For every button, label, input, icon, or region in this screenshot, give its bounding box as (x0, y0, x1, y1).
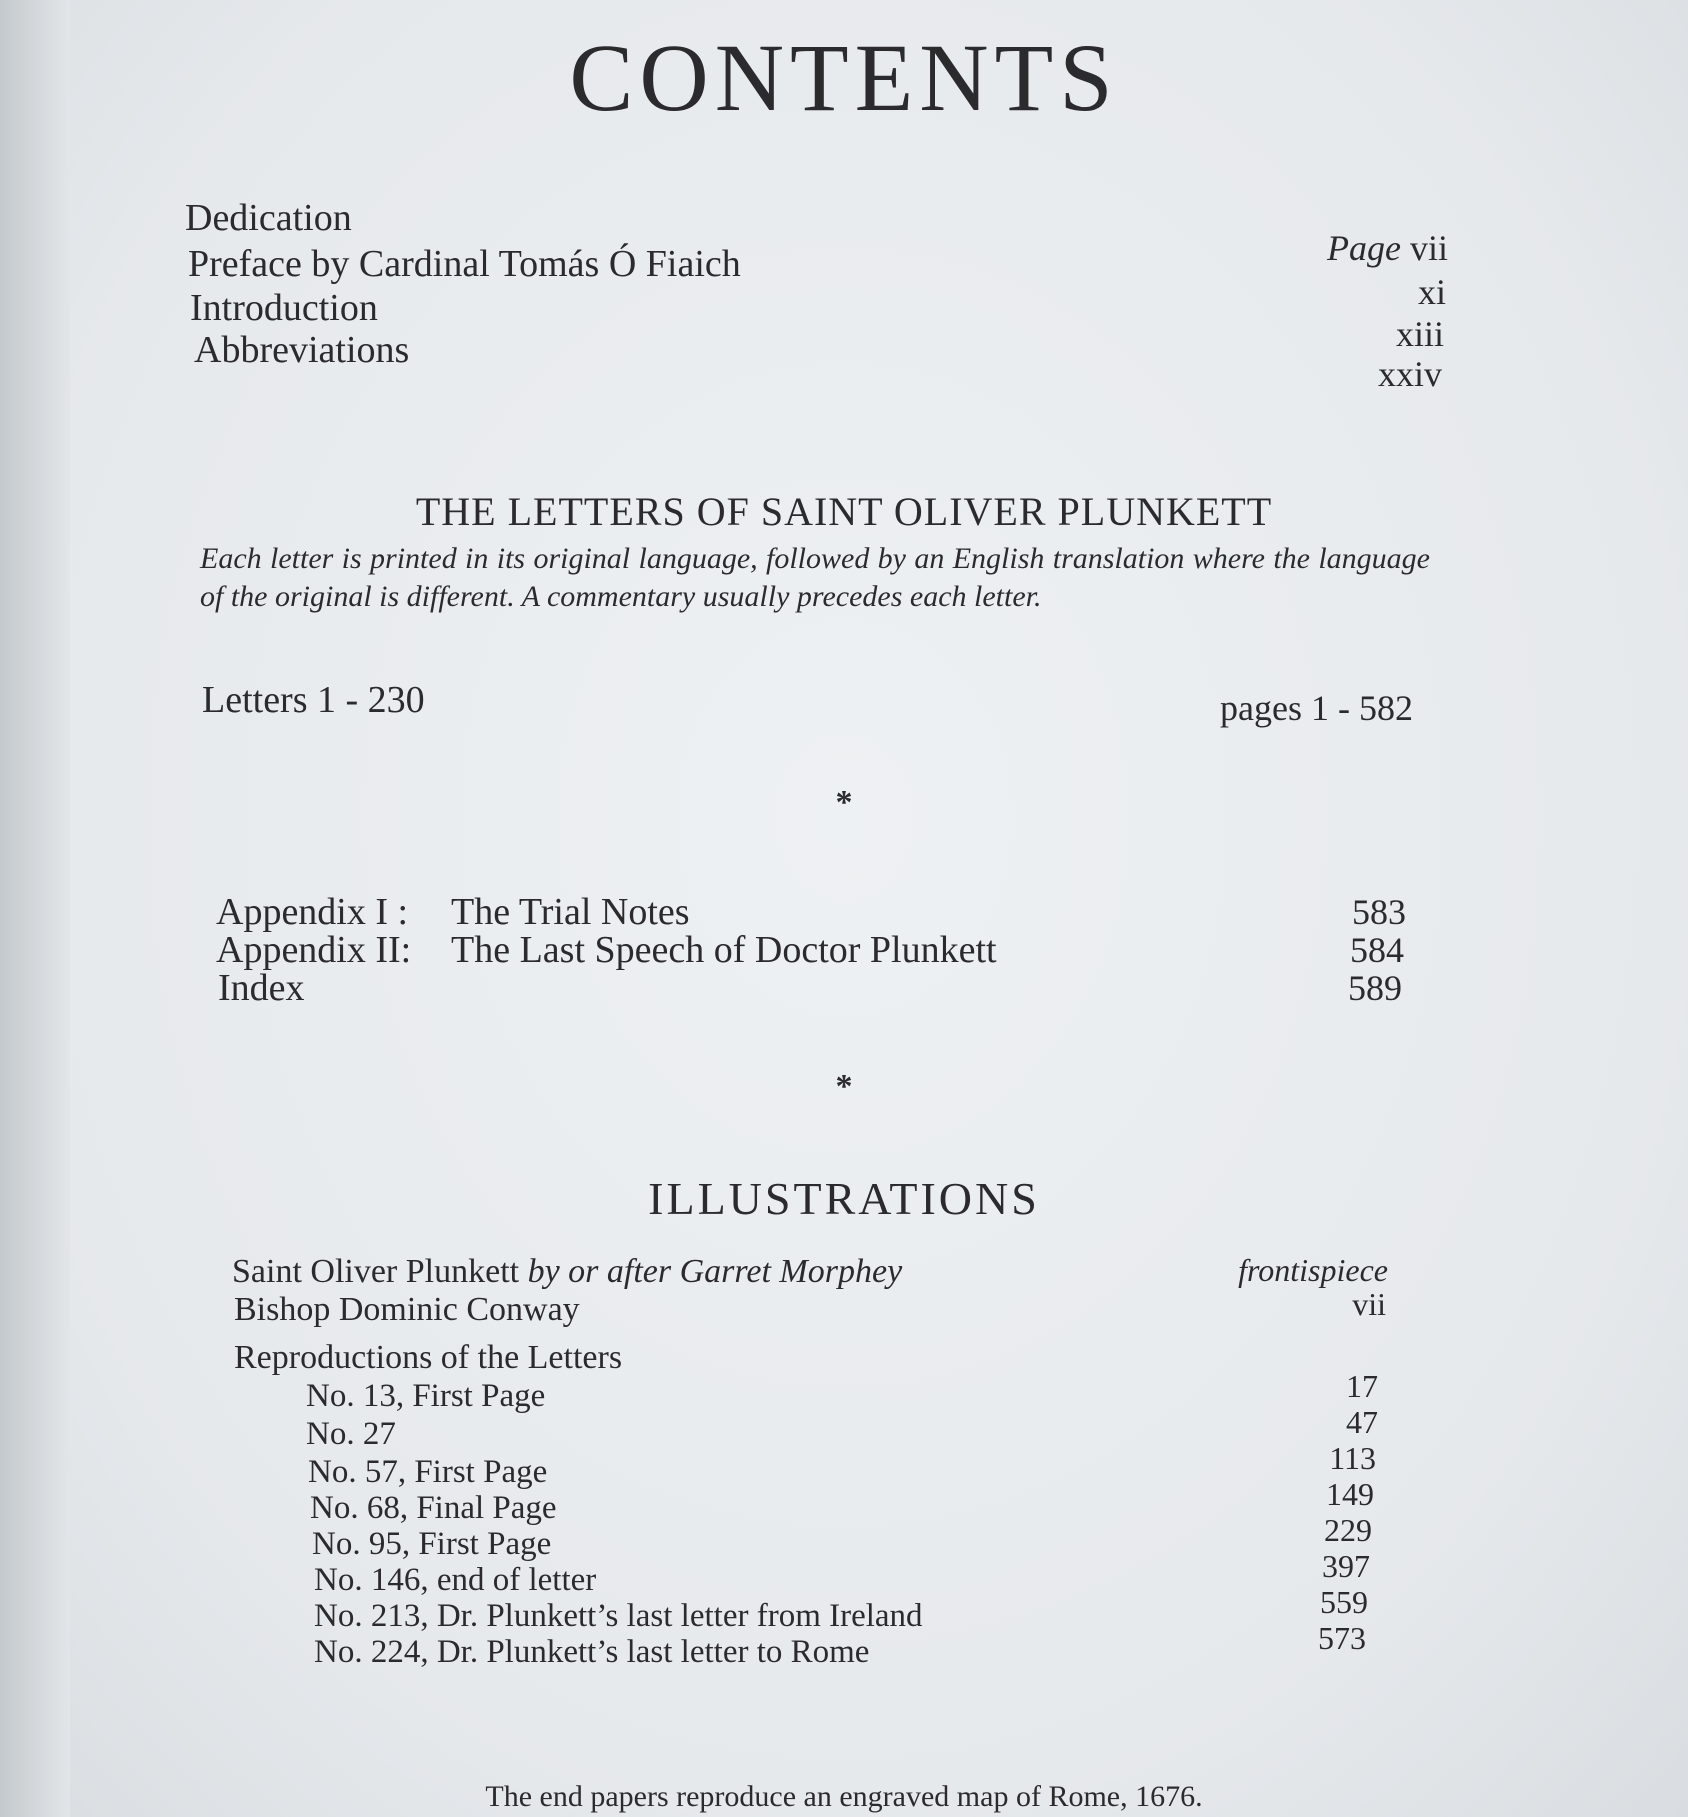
reproduction-page: 17 (1346, 1368, 1378, 1404)
reproduction-page: 47 (1346, 1404, 1378, 1440)
letters-heading: THE LETTERS OF SAINT OLIVER PLUNKETT (415, 489, 1273, 534)
toc-entry-appendix-2 (216, 930, 997, 970)
reproduction-entry: No. 13, First Page (306, 1378, 546, 1414)
reproductions-label: Reproductions of the Letters (234, 1339, 623, 1376)
illustration-page-portrait: frontispiece (1238, 1252, 1388, 1288)
toc-entry-abbreviations: Abbreviations (194, 329, 410, 371)
toc-entry-introduction: Introduction (190, 287, 378, 329)
reproduction-entry: No. 224, Dr. Plunkett’s last letter to Rome (314, 1634, 870, 1670)
illustrations-heading: ILLUSTRATIONS (648, 1173, 1040, 1224)
separator-star: * (835, 784, 853, 821)
page-value: vii (1409, 228, 1448, 268)
reproduction-page: 559 (1320, 1584, 1368, 1620)
page-word: Page (1327, 228, 1401, 268)
letters-range-pages: pages 1 - 582 (1220, 688, 1413, 728)
page-number-introduction: xiii (1395, 314, 1444, 354)
toc-entry-preface: Preface by Cardinal Tomás Ó Fiaich (188, 243, 741, 285)
appendix-title: The Last Speech of Doctor Plunkett (451, 929, 997, 971)
reproduction-entry: No. 95, First Page (312, 1526, 552, 1562)
illustration-label: Saint Oliver Plunkett (232, 1253, 520, 1290)
letters-note: Each letter is printed in its original language, followed by an English translation where the language of the original is different. A commentary usually precedes each letter. (200, 542, 1430, 613)
toc-entry-index (218, 968, 305, 1008)
reproduction-page: 573 (1318, 1620, 1366, 1656)
appendix-prefix: Appendix II: (216, 929, 412, 971)
reproduction-page: 149 (1326, 1476, 1374, 1512)
reproduction-page: 229 (1324, 1512, 1372, 1548)
reproduction-entry: No. 57, First Page (308, 1454, 548, 1490)
separator-star: * (835, 1068, 853, 1105)
reproduction-entry: No. 27 (306, 1416, 396, 1452)
page-number-preface: xi (1417, 272, 1446, 312)
illustration-page-conway: vii (1352, 1286, 1386, 1322)
page-number-dedication (1327, 228, 1448, 268)
page-number-appendix-2: 584 (1350, 930, 1404, 970)
reproduction-page: 113 (1329, 1440, 1376, 1476)
reproduction-page: 397 (1322, 1548, 1370, 1584)
page-gutter-shadow (0, 0, 70, 1817)
illustration-entry-conway: Bishop Dominic Conway (234, 1291, 580, 1328)
footer-note: The end papers reproduce an engraved map of Rome, 1676. (485, 1780, 1203, 1813)
index-label: Index (218, 967, 305, 1009)
toc-entry-dedication: Dedication (185, 197, 352, 239)
illustration-attribution: by or after Garret Morphey (527, 1253, 903, 1290)
page-number-abbreviations: xxiv (1377, 354, 1442, 394)
illustration-entry-portrait (232, 1252, 902, 1292)
reproduction-entry: No. 213, Dr. Plunkett’s last letter from Ireland (314, 1598, 923, 1634)
reproduction-entry: No. 68, Final Page (310, 1490, 557, 1526)
page-title: CONTENTS (569, 24, 1119, 131)
toc-entry-appendix-1 (216, 892, 690, 932)
page-number-appendix-1: 583 (1352, 892, 1406, 932)
appendix-prefix: Appendix I : (216, 891, 409, 933)
letters-range-label: Letters 1 - 230 (202, 679, 425, 721)
reproduction-entry: No. 146, end of letter (314, 1562, 597, 1598)
page-number-index: 589 (1348, 968, 1402, 1008)
appendix-title: The Trial Notes (451, 891, 690, 933)
